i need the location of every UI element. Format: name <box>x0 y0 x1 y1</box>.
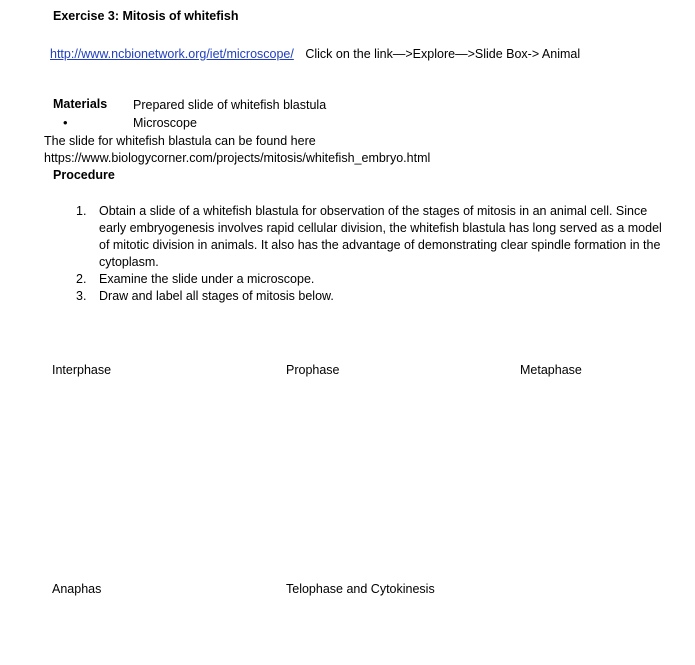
step-text: Obtain a slide of a whitefish blastula for observation of the stages of mitosis in an animal cell. Since early embryogenesis involves rapid cellular division, the whitefish blastula has long served as a model of mitotic division in animals. It also has the advantage of demonstrating clear spindle formation in the cytoplasm. <box>99 204 662 269</box>
procedure-heading: Procedure <box>53 168 115 182</box>
stage-label-anaphase: Anaphas <box>52 582 102 596</box>
stage-label-interphase: Interphase <box>52 363 112 377</box>
step-number: 1. <box>76 204 87 218</box>
link-line <box>50 47 580 61</box>
link-instruction: Click on the link—>Explore—>Slide Box-> Animal <box>305 47 581 61</box>
procedure-list <box>76 203 666 305</box>
step-text: Examine the slide under a microscope. <box>99 272 315 286</box>
bullet-icon: • <box>63 115 68 130</box>
materials-item: Prepared slide of whitefish blastula <box>133 98 327 112</box>
materials-item: Microscope <box>133 116 197 130</box>
procedure-step <box>76 203 666 271</box>
procedure-step <box>76 288 666 305</box>
slide-note-text: The slide for whitefish blastula can be found here <box>44 134 316 148</box>
step-number: 3. <box>76 289 87 303</box>
step-number: 2. <box>76 272 87 286</box>
slide-note-url[interactable]: https://www.biologycorner.com/projects/mitosis/whitefish_embryo.html <box>44 151 431 165</box>
procedure-step <box>76 271 666 288</box>
materials-heading: Materials <box>53 97 108 111</box>
stage-label-prophase: Prophase <box>286 363 340 377</box>
microscope-link[interactable]: http://www.ncbionetwork.org/iet/microscope/ <box>50 47 294 61</box>
step-text: Draw and label all stages of mitosis below. <box>99 289 334 303</box>
exercise-title: Exercise 3: Mitosis of whitefish <box>53 9 239 23</box>
stage-label-metaphase: Metaphase <box>520 363 582 377</box>
stage-label-telophase: Telophase and Cytokinesis <box>286 582 435 596</box>
